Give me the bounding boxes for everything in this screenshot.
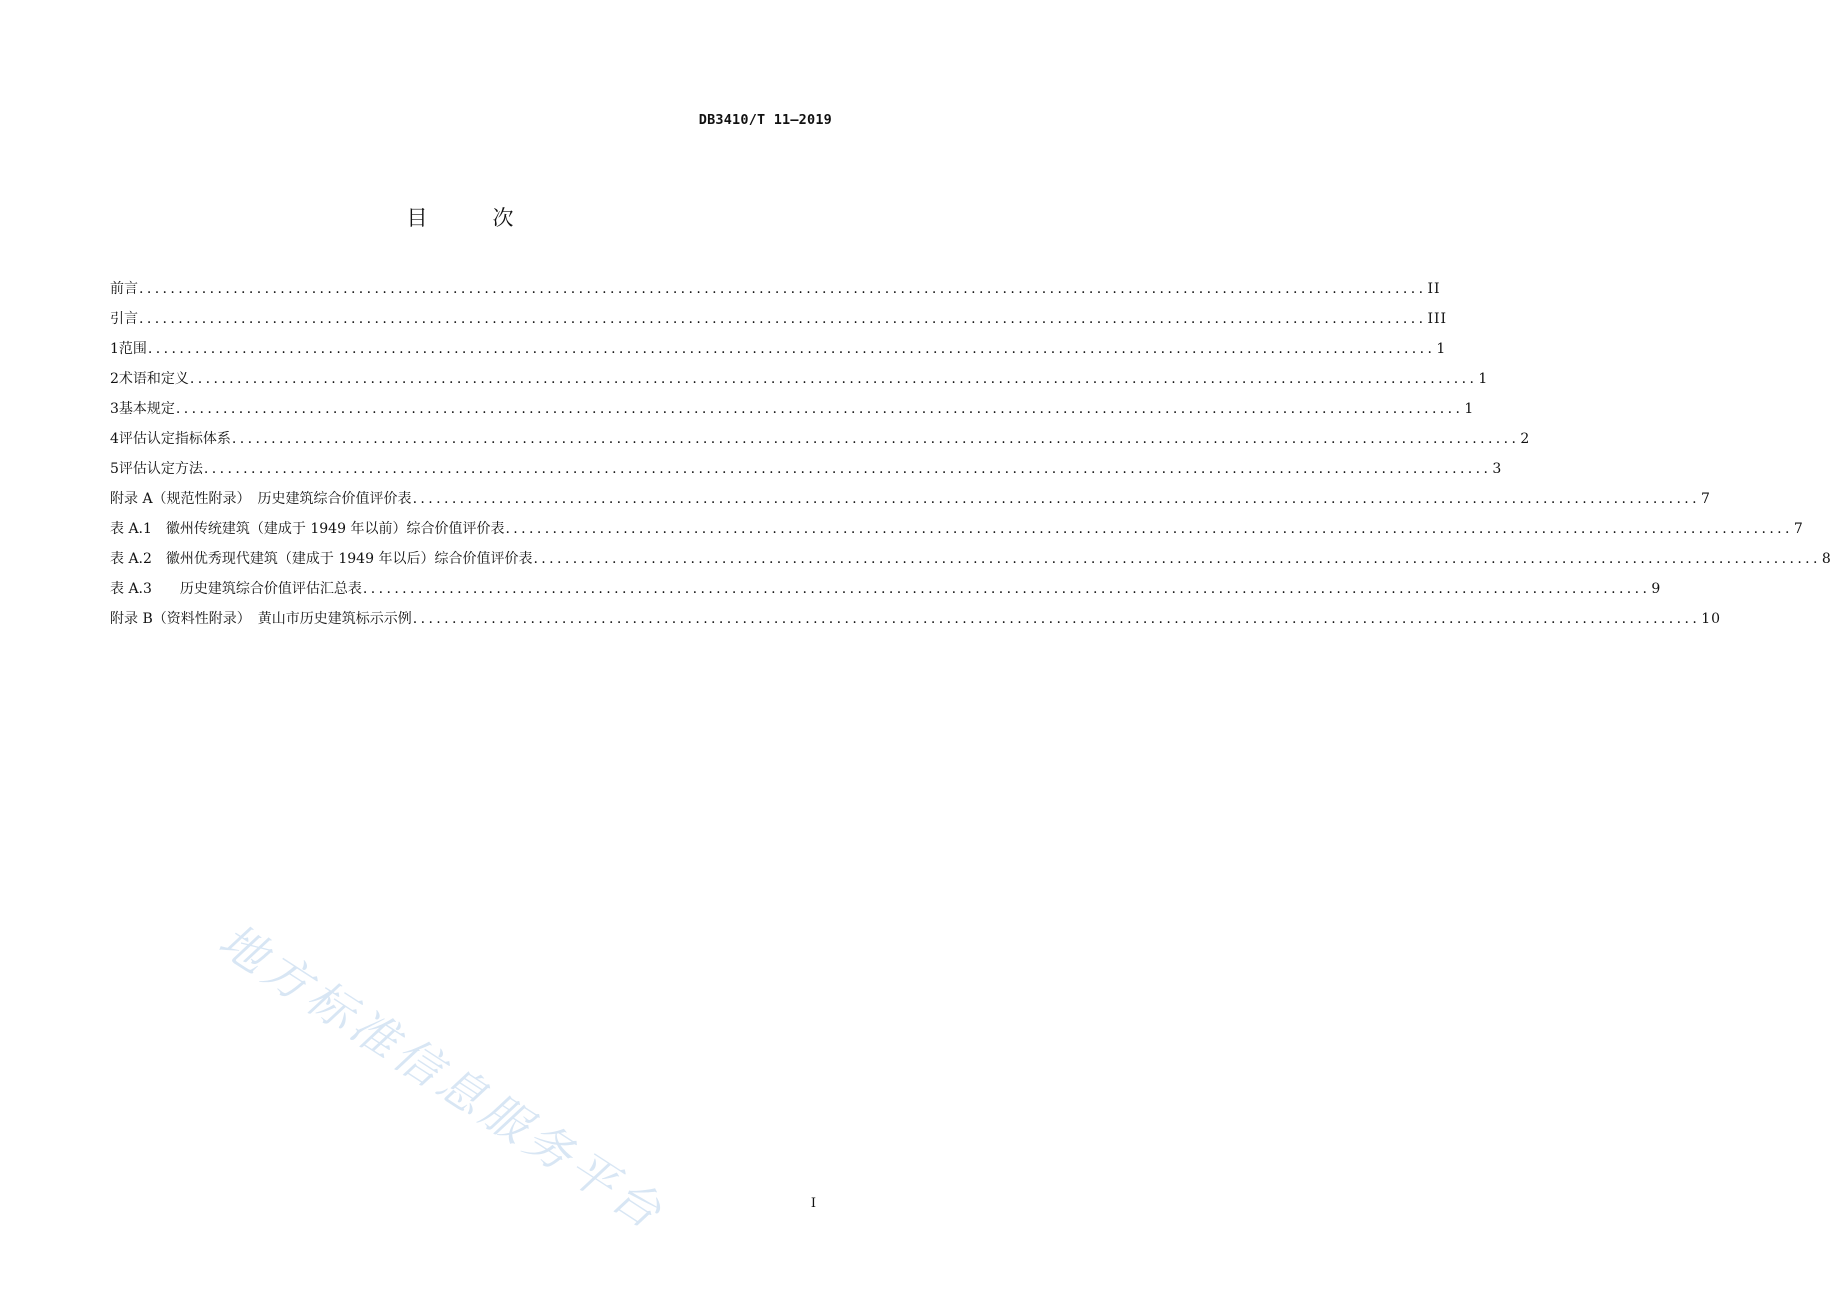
toc-entry-method[interactable] [110, 458, 1503, 488]
toc-title: 目 次 [406, 206, 536, 230]
toc-entry-page: 7 [1701, 491, 1711, 507]
toc-entry-number: 1 [110, 341, 119, 357]
toc-entry-introduction[interactable] [110, 308, 1448, 338]
toc-leader-dots: .................................................................................................................................................................... [147, 341, 1436, 357]
toc-entry-appendix-a[interactable] [110, 488, 1711, 518]
toc-entry-index-system[interactable] [110, 428, 1531, 458]
toc-leader-dots: .................................................................................................................................................................... [505, 521, 1793, 537]
toc-leader-dots: .................................................................................................................................................................... [362, 581, 1651, 597]
toc-leader-dots: .................................................................................................................................................................... [189, 371, 1478, 387]
toc-entry-number: 2 [110, 371, 119, 387]
toc-entry-label: 术语和定义 [118, 371, 189, 387]
toc-entry-number: 5 [110, 461, 119, 477]
table-of-contents [110, 278, 1832, 638]
toc-entry-label: 表 A.3 历史建筑综合价值评估汇总表 [110, 581, 362, 597]
toc-entry-page: 1 [1478, 371, 1489, 387]
toc-entry-page: 1 [1436, 341, 1447, 357]
toc-entry-table-a3[interactable] [110, 578, 1662, 608]
toc-entry-page: III [1427, 311, 1448, 327]
toc-entry-page: 8 [1821, 551, 1832, 567]
toc-entry-basic-rules[interactable] [110, 398, 1475, 428]
toc-entry-foreword[interactable] [110, 278, 1441, 308]
toc-entry-scope[interactable] [110, 338, 1447, 368]
toc-entry-page: 10 [1701, 611, 1722, 627]
page-number: I [810, 1196, 816, 1211]
toc-entry-label: 附录 A（规范性附录） 历史建筑综合价值评价表 [110, 491, 412, 507]
toc-leader-dots: .................................................................................................................................................................... [139, 311, 1427, 327]
toc-entry-label: 表 A.2 徽州优秀现代建筑（建成于 1949 年以后）综合价值评价表 [110, 551, 533, 567]
toc-entry-page: 1 [1464, 401, 1475, 417]
toc-entry-label: 基本规定 [118, 401, 175, 417]
toc-entry-label: 评估认定指标体系 [118, 431, 231, 447]
toc-leader-dots: .................................................................................................................................................................... [412, 611, 1701, 627]
toc-leader-dots: .................................................................................................................................................................... [231, 431, 1520, 447]
document-code: DB3410/T 11—2019 [698, 112, 832, 128]
toc-entry-label: 前言 [110, 281, 138, 297]
toc-entry-label: 评估认定方法 [118, 461, 203, 477]
toc-entry-table-a1[interactable] [110, 518, 1804, 548]
toc-entry-page: II [1427, 281, 1441, 297]
toc-entry-page: 3 [1492, 461, 1503, 477]
toc-entry-terms[interactable] [110, 368, 1489, 398]
watermark: 地方标准信息服务平台 [209, 912, 676, 1242]
toc-leader-dots: .................................................................................................................................................................... [412, 491, 1700, 507]
toc-entry-label: 范围 [118, 341, 147, 357]
toc-entry-number: 4 [110, 431, 119, 447]
toc-leader-dots: .................................................................................................................................................................... [533, 551, 1821, 567]
toc-entry-label: 附录 B（资料性附录） 黄山市历史建筑标示示例 [110, 611, 412, 627]
toc-entry-table-a2[interactable] [110, 548, 1832, 578]
toc-entry-page: 9 [1651, 581, 1662, 597]
toc-leader-dots: .................................................................................................................................................................... [175, 401, 1464, 417]
toc-entry-number: 3 [110, 401, 119, 417]
toc-entry-page: 7 [1793, 521, 1804, 537]
toc-entry-appendix-b[interactable] [110, 608, 1722, 638]
toc-entry-label: 引言 [110, 311, 138, 327]
toc-entry-label: 表 A.1 徽州传统建筑（建成于 1949 年以前）综合价值评价表 [110, 521, 505, 537]
toc-leader-dots: .................................................................................................................................................................... [203, 461, 1492, 477]
toc-entry-page: 2 [1520, 431, 1531, 447]
toc-leader-dots: .................................................................................................................................................................... [139, 281, 1427, 297]
